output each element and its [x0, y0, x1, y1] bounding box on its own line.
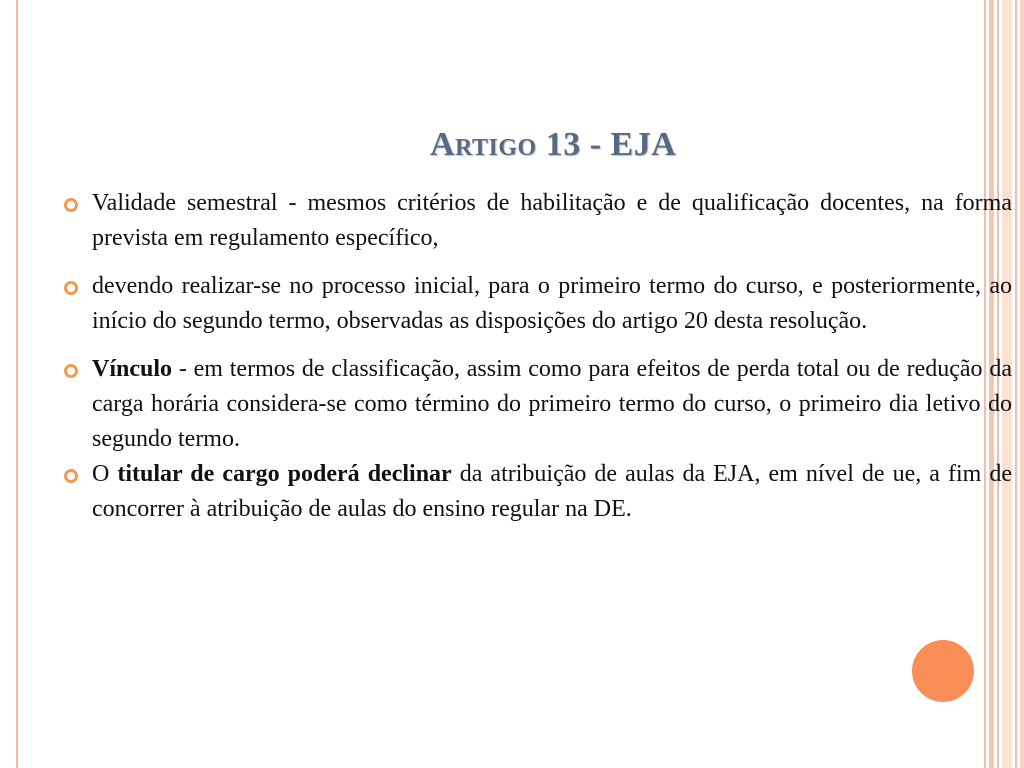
bullet-text: devendo realizar-se no processo inicial, para o primeiro termo do curso, e posteriormente, ao início do segundo termo, observadas as disposições do artigo 20 desta resolução. [92, 273, 1012, 334]
bullet-bold-text: titular de cargo poderá declinar [117, 461, 452, 487]
bullet-text: da atribuição de aulas da EJA, em nível de ue, a fim de concorrer à atribuição de aulas do ensino regular na DE. [92, 461, 1012, 522]
bullet-item [64, 457, 1012, 527]
ring-bullet-icon [64, 198, 78, 212]
decorative-circle [912, 640, 974, 702]
ring-bullet-icon [64, 281, 78, 295]
slide-title: Artigo 13 - EJA [430, 126, 677, 163]
bullet-item [64, 269, 1012, 339]
stripe [1020, 0, 1024, 768]
stripe [1015, 0, 1017, 768]
bullet-list [64, 186, 1012, 540]
bullet-text: Validade semestral - mesmos critérios de habilitação e de qualificação docentes, na forma prevista em regulamento específico, [92, 190, 1012, 251]
bullet-bold-text: Vínculo [92, 356, 173, 382]
bullet-item [64, 186, 1012, 256]
bullet-text: - em termos de classificação, assim como para efeitos de perda total ou de redução da carga horária considera-se como término do primeiro termo do curso, o primeiro dia letivo do segundo termo. [92, 356, 1012, 452]
bullet-item [64, 352, 1012, 457]
ring-bullet-icon [64, 469, 78, 483]
ring-bullet-icon [64, 364, 78, 378]
bullet-prefix: O [92, 461, 118, 487]
